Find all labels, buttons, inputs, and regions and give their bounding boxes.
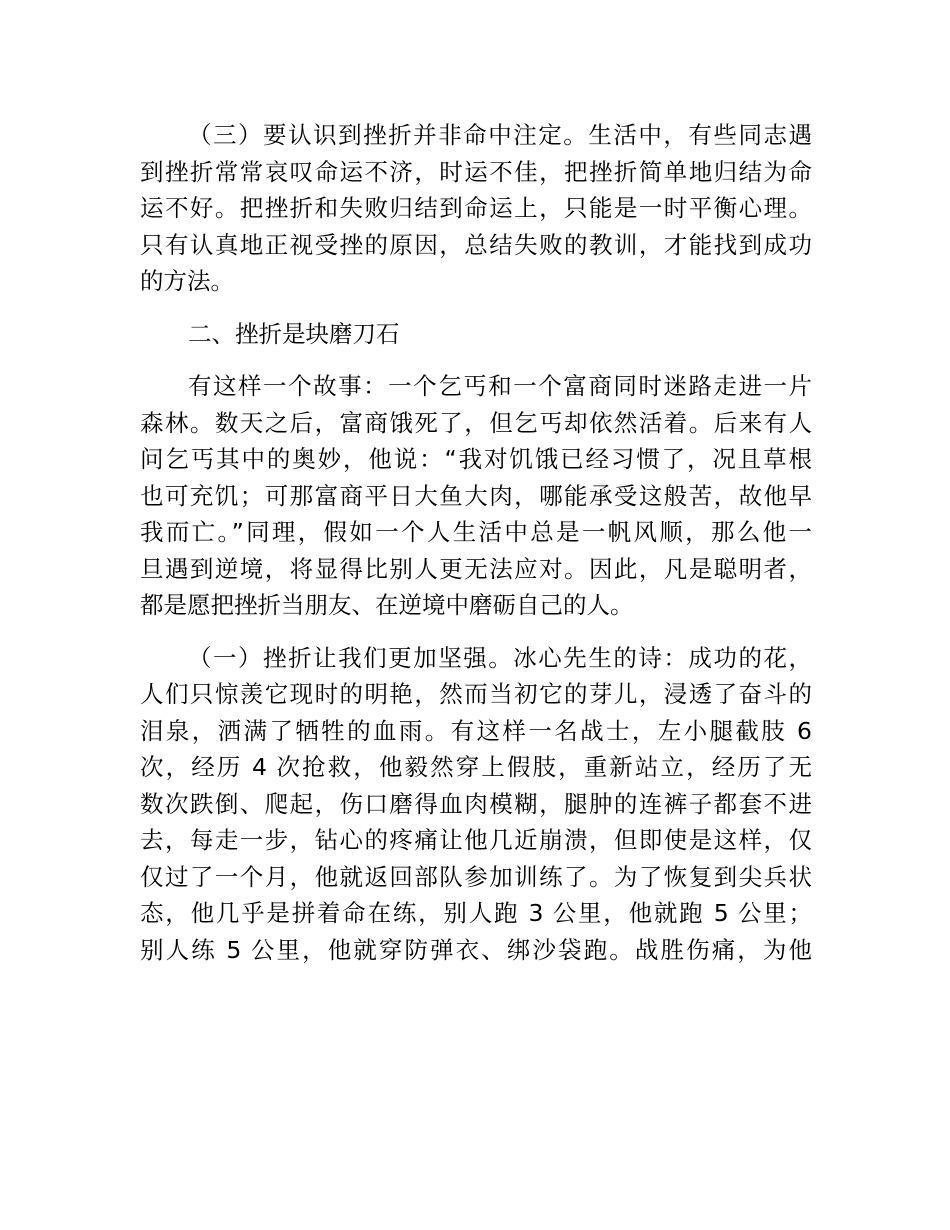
text-line: 旦遇到逆境，将显得比别人更无法应对。因此，凡是聪明者， (140, 554, 812, 583)
text-line: 有这样一个故事：一个乞丐和一个富商同时迷路走进一片 (188, 372, 812, 400)
text-line: 运不好。把挫折和失败归结到命运上，只能是一时平衡心理。 (140, 194, 812, 222)
paragraph-stronger (140, 640, 812, 969)
text-line: 只有认真地正视受挫的原因，总结失败的教训，才能找到成功 (140, 230, 812, 259)
text-line: （三）要认识到挫折并非命中注定。生活中，有些同志遇 (188, 121, 812, 149)
text-line: 我而亡。”同理，假如一个人生活中总是一帆风顺，那么他一 (140, 518, 812, 546)
text-line: 去，每走一步，钻心的疼痛让他几近崩溃，但即使是这样，仅 (140, 826, 812, 854)
text-line: 都是愿把挫折当朋友、在逆境中磨砺自己的人。 (140, 591, 634, 619)
text-line: 人们只惊羡它现时的明艳，然而当初它的芽儿，浸透了奋斗的 (140, 680, 812, 708)
text-line: （一）挫折让我们更加坚强。冰心先生的诗：成功的花， (188, 643, 812, 672)
text-line: 次，经历 4 次抢救，他毅然穿上假肢，重新站立，经历了无 (140, 753, 812, 781)
text-line: 别人练 5 公里，他就穿防弹衣、绑沙袋跑。战胜伤痛，为他 (140, 935, 812, 964)
text-line: 泪泉，洒满了牺牲的血雨。有这样一名战士，左小腿截肢 6 (140, 716, 812, 745)
text-line: 到挫折常常哀叹命运不济，时运不佳，把挫折简单地归结为命 (140, 157, 812, 186)
text-line: 问乞丐其中的奥妙，他说：“我对饥饿已经习惯了，况且草根 (140, 445, 812, 473)
text-line: 森林。数天之后，富商饿死了，但乞丐却依然活着。后来有人 (140, 408, 812, 437)
document-page (140, 117, 812, 968)
section-heading (140, 316, 812, 353)
paragraph-destiny (140, 117, 812, 300)
section-heading-text: 二、挫折是块磨刀石 (188, 319, 400, 348)
text-line: 的方法。 (140, 267, 234, 295)
text-line: 仅过了一个月，他就返回部队参加训练了。为了恢复到尖兵状 (140, 862, 812, 891)
text-line: 也可充饥；可那富商平日大鱼大肉，哪能承受这般苦，故他早 (140, 481, 812, 510)
text-line: 数次跌倒、爬起，伤口磨得血肉模糊，腿肿的连裤子都套不进 (140, 789, 812, 818)
paragraph-story (140, 368, 812, 624)
text-line: 态，他几乎是拼着命在练，别人跑 3 公里，他就跑 5 公里； (140, 899, 812, 927)
